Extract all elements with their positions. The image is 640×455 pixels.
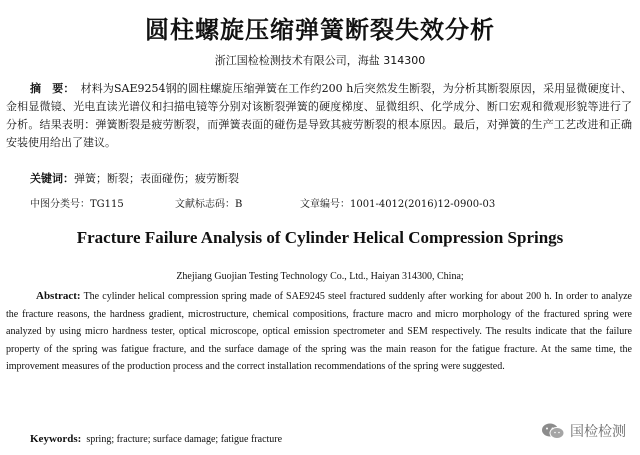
abstract-cn xyxy=(6,80,632,152)
affiliation-cn: 浙江国检检测技术有限公司，海盐 314300 xyxy=(214,54,426,67)
keywords-cn-text: 弹簧；断裂；表面碰伤；疲劳断裂 xyxy=(74,172,239,185)
abstract-en xyxy=(6,288,632,376)
paper-title-en: Fracture Failure Analysis of Cylinder Helical Compression Springs xyxy=(76,228,564,247)
classification-number: 中图分类号：TG115 xyxy=(30,199,124,210)
watermark-text: 国检检测 xyxy=(570,424,626,440)
keywords-en xyxy=(30,433,282,445)
keywords-cn xyxy=(30,170,239,186)
wechat-logo-icon xyxy=(541,422,565,440)
abstract-en-label: Abstract: xyxy=(36,290,81,302)
abstract-cn-label: 摘 要： xyxy=(30,82,75,95)
keywords-en-label: Keywords: xyxy=(30,433,82,445)
article-number: 文章编号：1001-4012(2016)12-0900-03 xyxy=(300,199,496,210)
keywords-cn-label: 关键词： xyxy=(30,172,74,185)
paper-title-cn: 圆柱螺旋压缩弹簧断裂失效分析 xyxy=(145,16,495,44)
abstract-en-text: The cylinder helical compression spring made of SAE9245 steel fractured suddenly after working for about 200 h. In order to analyze the fracture reasons, the hardness gradient, microstructure, chemical compositions, fracture macro and micro morphology of the fractured spring were analyzed by using micro hardness tester, optical microscope, optical emission spectrometer and SEM respectively. The results indicate that the failure property of the spring was fatigue fracture, and the surface damage of the spring was the main reason for the fatigue fracture. At the same time, the improvement measures of the production process and the correct installation recommendations of the spring were suggested. xyxy=(6,291,632,373)
affiliation-en: Zhejiang Guojian Testing Technology Co., Ltd., Haiyan 314300, China; xyxy=(176,271,464,282)
abstract-cn-text: 材料为SAE9254钢的圆柱螺旋压缩弹簧在工作约200 h后突然发生断裂，为分析其断裂原因，采用显微硬度计、金相显微镜、光电直读光谱仪和扫描电镜等分别对该断裂弹簧的硬度梯度、显微组织、化学成分、断口宏观和微观形貌等进行了分析。结果表明：弹簧断裂是疲劳断裂，而弹簧表面的碰伤是导致其疲劳断裂的根本原因。最后，对弹簧的生产工艺改进和正确安装使用给出了建议。 xyxy=(6,82,633,149)
keywords-en-text: spring; fracture; surface damage; fatigue fracture xyxy=(86,434,283,445)
watermark xyxy=(541,421,626,441)
document-code: 文献标志码：B xyxy=(175,199,243,210)
